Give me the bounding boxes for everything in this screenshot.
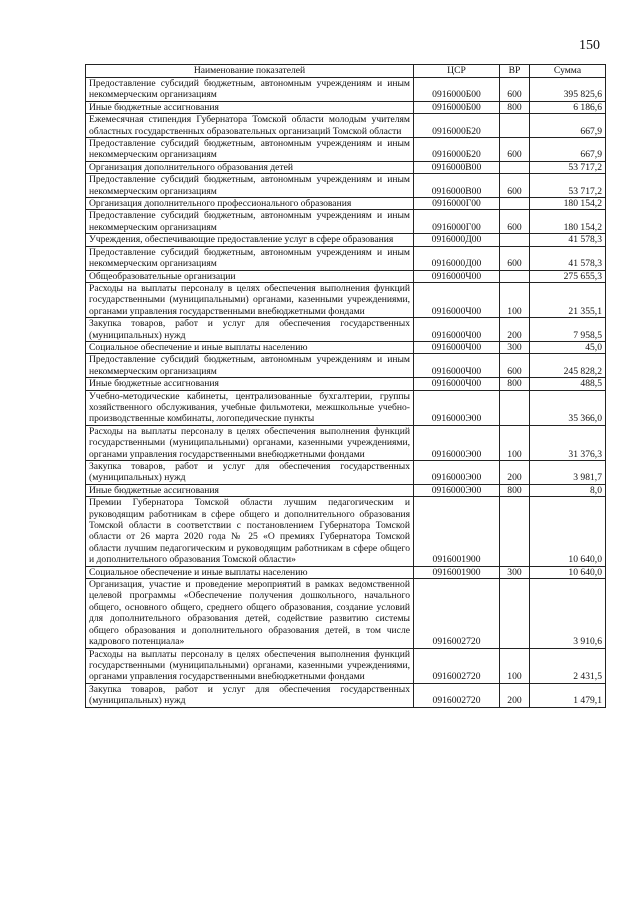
cell-vr: 800 [500, 101, 530, 113]
cell-csr: 0916000Ч00 [414, 378, 500, 390]
table-row [86, 648, 606, 683]
cell-sum: 7 958,5 [530, 318, 606, 342]
cell-csr: 0916002720 [414, 579, 500, 648]
cell-csr: 0916000Ч00 [414, 318, 500, 342]
cell-vr [500, 270, 530, 282]
cell-csr: 0916000Б20 [414, 114, 500, 138]
table-row [86, 161, 606, 173]
cell-csr: 0916000Э00 [414, 461, 500, 485]
cell-csr: 0916000Б00 [414, 78, 500, 102]
cell-csr: 0916002720 [414, 648, 500, 683]
table-row [86, 234, 606, 246]
cell-name: Иные бюджетные ассигнования [86, 101, 414, 113]
table-row [86, 101, 606, 113]
cell-name: Учреждения, обеспечивающие предоставление услуг в сфере образования [86, 234, 414, 246]
cell-sum: 180 154,2 [530, 210, 606, 234]
cell-vr: 800 [500, 484, 530, 496]
table-row [86, 174, 606, 198]
table-row [86, 484, 606, 496]
cell-name: Организация дополнительного профессионального образования [86, 198, 414, 210]
cell-csr: 0916000Г00 [414, 198, 500, 210]
cell-vr [500, 579, 530, 648]
table-row [86, 566, 606, 578]
cell-sum: 41 578,3 [530, 234, 606, 246]
cell-csr: 0916000Д00 [414, 234, 500, 246]
cell-sum: 53 717,2 [530, 161, 606, 173]
cell-sum: 667,9 [530, 114, 606, 138]
table-header-row [86, 65, 606, 78]
cell-name: Учебно-методические кабинеты, централизованные бухгалтерии, группы хозяйственного обслуживания, учебные фильмотеки, межшкольные учебно-производственные комбинаты, логопедические пункты [86, 390, 414, 425]
cell-sum: 3 910,6 [530, 579, 606, 648]
cell-csr: 0916000Ч00 [414, 282, 500, 317]
cell-sum: 35 366,0 [530, 390, 606, 425]
cell-vr: 600 [500, 78, 530, 102]
cell-csr: 0916000Г00 [414, 210, 500, 234]
cell-csr: 0916000Ч00 [414, 270, 500, 282]
cell-vr [500, 390, 530, 425]
table-row [86, 246, 606, 270]
cell-sum: 3 981,7 [530, 461, 606, 485]
cell-sum: 180 154,2 [530, 198, 606, 210]
cell-sum: 53 717,2 [530, 174, 606, 198]
cell-vr: 100 [500, 282, 530, 317]
cell-vr: 600 [500, 174, 530, 198]
cell-sum: 21 355,1 [530, 282, 606, 317]
cell-vr: 200 [500, 461, 530, 485]
cell-vr: 600 [500, 354, 530, 378]
page-number: 150 [579, 38, 600, 53]
cell-name: Закупка товаров, работ и услуг для обеспечения государственных (муниципальных) нужд [86, 318, 414, 342]
cell-csr: 0916000Э00 [414, 425, 500, 460]
cell-vr [500, 234, 530, 246]
cell-vr: 100 [500, 425, 530, 460]
cell-sum: 31 376,3 [530, 425, 606, 460]
cell-vr [500, 497, 530, 566]
cell-sum: 488,5 [530, 378, 606, 390]
cell-csr: 0916000Б00 [414, 101, 500, 113]
cell-sum: 245 828,2 [530, 354, 606, 378]
cell-vr: 600 [500, 210, 530, 234]
cell-name: Предоставление субсидий бюджетным, автономным учреждениям и иным некоммерческим организациям [86, 138, 414, 162]
table-row [86, 461, 606, 485]
cell-vr [500, 161, 530, 173]
table-row [86, 114, 606, 138]
table-row [86, 210, 606, 234]
cell-vr: 200 [500, 318, 530, 342]
header-vr: ВР [500, 65, 530, 78]
cell-name: Предоставление субсидий бюджетным, автономным учреждениям и иным некоммерческим организациям [86, 210, 414, 234]
cell-name: Иные бюджетные ассигнования [86, 378, 414, 390]
cell-sum: 10 640,0 [530, 497, 606, 566]
cell-name: Предоставление субсидий бюджетным, автономным учреждениям и иным некоммерческим организациям [86, 174, 414, 198]
cell-name: Расходы на выплаты персоналу в целях обеспечения выполнения функций государственными (муниципальными) органами, казенными учреждениями, органами управления государственными внебюджетными фондами [86, 425, 414, 460]
table-row [86, 497, 606, 566]
cell-name: Предоставление субсидий бюджетным, автономным учреждениям и иным некоммерческим организациям [86, 354, 414, 378]
table-row [86, 138, 606, 162]
table-row [86, 390, 606, 425]
cell-name: Организация дополнительного образования детей [86, 161, 414, 173]
cell-sum: 45,0 [530, 341, 606, 353]
cell-name: Закупка товаров, работ и услуг для обеспечения государственных (муниципальных) нужд [86, 683, 414, 707]
table-row [86, 78, 606, 102]
cell-csr: 0916000В00 [414, 161, 500, 173]
table-row [86, 378, 606, 390]
cell-sum: 1 479,1 [530, 683, 606, 707]
table-row [86, 683, 606, 707]
table-row [86, 318, 606, 342]
cell-name: Расходы на выплаты персоналу в целях обеспечения выполнения функций государственными (муниципальными) органами, казенными учреждениями, органами управления государственными внебюджетными фондами [86, 648, 414, 683]
table-row [86, 282, 606, 317]
table-row [86, 425, 606, 460]
cell-csr: 0916000Э00 [414, 390, 500, 425]
cell-name: Расходы на выплаты персоналу в целях обеспечения выполнения функций государственными (муниципальными) органами, казенными учреждениями, органами управления государственными внебюджетными фондами [86, 282, 414, 317]
cell-sum: 2 431,5 [530, 648, 606, 683]
cell-sum: 41 578,3 [530, 246, 606, 270]
cell-sum: 8,0 [530, 484, 606, 496]
cell-vr [500, 114, 530, 138]
table-row [86, 579, 606, 648]
cell-name: Иные бюджетные ассигнования [86, 484, 414, 496]
cell-sum: 6 186,6 [530, 101, 606, 113]
cell-vr: 200 [500, 683, 530, 707]
cell-csr: 0916000В00 [414, 174, 500, 198]
header-csr: ЦСР [414, 65, 500, 78]
table-row [86, 198, 606, 210]
cell-csr: 0916002720 [414, 683, 500, 707]
cell-csr: 0916000Э00 [414, 484, 500, 496]
cell-csr: 0916001900 [414, 566, 500, 578]
cell-vr: 600 [500, 246, 530, 270]
table-row [86, 270, 606, 282]
cell-vr [500, 198, 530, 210]
header-sum: Сумма [530, 65, 606, 78]
budget-table [85, 64, 606, 708]
cell-name: Предоставление субсидий бюджетным, автономным учреждениям и иным некоммерческим организациям [86, 246, 414, 270]
cell-name: Общеобразовательные организации [86, 270, 414, 282]
cell-sum: 667,9 [530, 138, 606, 162]
cell-name: Премии Губернатора Томской области лучшим педагогическим и руководящим работникам в сфере общего и дополнительного образования Томской области в соответствии с постановлением Губернатора Томской области от 26 марта 2020 года № 25 «О премиях Губернатора Томской области лучшим педагогическим и руководящим работникам в сфере общего и дополнительного образования Томской области» [86, 497, 414, 566]
cell-vr: 800 [500, 378, 530, 390]
cell-csr: 0916000Б20 [414, 138, 500, 162]
cell-vr: 100 [500, 648, 530, 683]
table-row [86, 341, 606, 353]
cell-name: Ежемесячная стипендия Губернатора Томской области молодым учителям областных государственных образовательных организаций Томской области [86, 114, 414, 138]
cell-name: Социальное обеспечение и иные выплаты населению [86, 566, 414, 578]
cell-sum: 275 655,3 [530, 270, 606, 282]
cell-csr: 0916000Ч00 [414, 354, 500, 378]
cell-vr: 300 [500, 341, 530, 353]
cell-csr: 0916000Ч00 [414, 341, 500, 353]
cell-sum: 395 825,6 [530, 78, 606, 102]
cell-sum: 10 640,0 [530, 566, 606, 578]
cell-name: Предоставление субсидий бюджетным, автономным учреждениям и иным некоммерческим организациям [86, 78, 414, 102]
table-row [86, 354, 606, 378]
table-body [86, 78, 606, 708]
cell-name: Социальное обеспечение и иные выплаты населению [86, 341, 414, 353]
cell-csr: 0916000Д00 [414, 246, 500, 270]
header-name: Наименование показателей [86, 65, 414, 78]
cell-name: Закупка товаров, работ и услуг для обеспечения государственных (муниципальных) нужд [86, 461, 414, 485]
cell-name: Организация, участие и проведение мероприятий в рамках ведомственной целевой программы «Обеспечение получения дошкольного, начального общего, основного общего, среднего общего образования, создание условий для дополнительного образования детей, содействие развитию системы общего образования и дополнительного образования детей, в том числе кадрового потенциала» [86, 579, 414, 648]
cell-csr: 0916001900 [414, 497, 500, 566]
cell-vr: 600 [500, 138, 530, 162]
cell-vr: 300 [500, 566, 530, 578]
